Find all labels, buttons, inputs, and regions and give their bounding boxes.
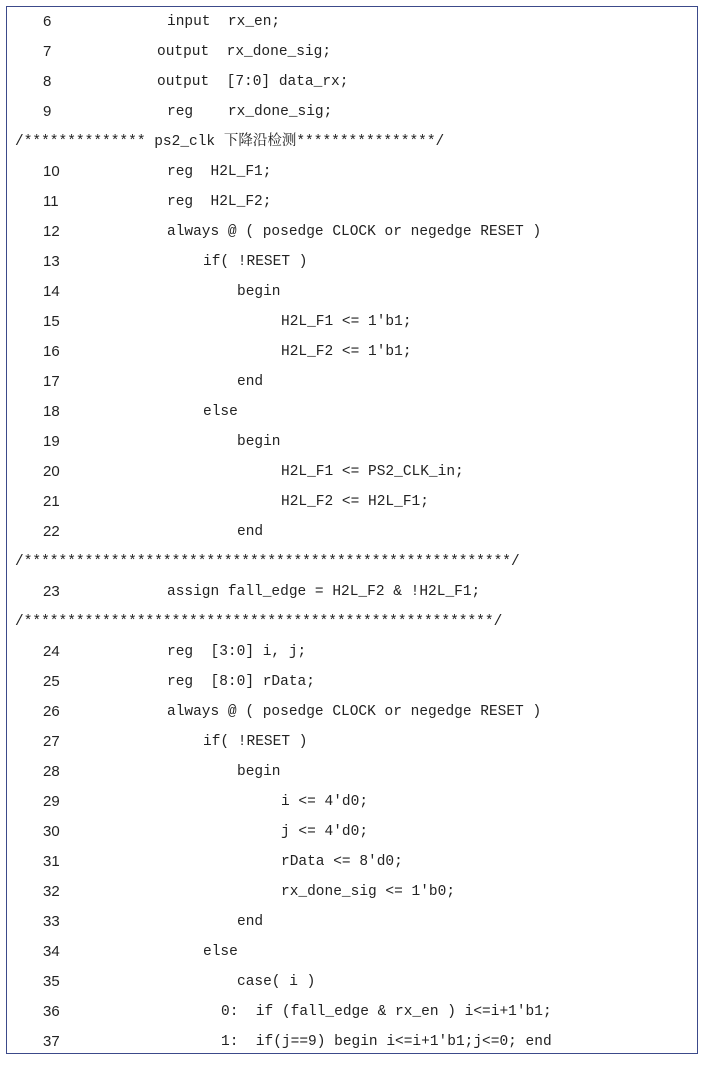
code-text: 1: if(j==9) begin i<=i+1'b1;j<=0; end [221,1034,552,1050]
code-text: rData <= 8'd0; [281,854,403,870]
code-text: begin [237,284,281,300]
code-text: always @ ( posedge CLOCK or negedge RESET ) [167,704,542,720]
code-text: else [203,944,238,960]
code-text: i <= 4'd0; [281,794,369,810]
line-number: 31 [43,853,60,870]
code-listing-frame [6,6,698,1054]
comment-text: /********************************************************/ [15,554,520,570]
line-number: 21 [43,493,60,510]
line-number: 36 [43,1003,60,1020]
line-number: 27 [43,733,60,750]
line-number: 30 [43,823,60,840]
code-text: reg [8:0] rData; [167,674,315,690]
line-number: 10 [43,163,60,180]
line-number: 25 [43,673,60,690]
code-text: else [203,404,238,420]
line-number: 28 [43,763,60,780]
code-text: output [7:0] data_rx; [157,74,349,90]
line-number: 23 [43,583,60,600]
code-text: j <= 4'd0; [281,824,369,840]
code-text: case( i ) [237,974,316,990]
line-number: 16 [43,343,60,360]
code-text: H2L_F1 <= PS2_CLK_in; [281,464,464,480]
code-text: reg rx_done_sig; [167,104,333,120]
line-number: 20 [43,463,60,480]
line-number: 7 [43,43,52,60]
line-number: 11 [43,193,59,210]
line-number: 13 [43,253,60,270]
line-number: 17 [43,373,60,390]
comment-text: /************** ps2_clk 下降沿检测****************/ [15,134,445,150]
code-text: if( !RESET ) [203,254,308,270]
line-number: 29 [43,793,60,810]
code-text: H2L_F2 <= H2L_F1; [281,494,429,510]
code-text: reg H2L_F1; [167,164,272,180]
code-text: rx_done_sig <= 1'b0; [281,884,456,900]
line-number: 8 [43,73,52,90]
line-number: 22 [43,523,60,540]
line-number: 33 [43,913,60,930]
code-text: assign fall_edge = H2L_F2 & !H2L_F1; [167,584,481,600]
code-text: reg H2L_F2; [167,194,272,210]
code-text: output rx_done_sig; [157,44,332,60]
code-text: always @ ( posedge CLOCK or negedge RESET ) [167,224,542,240]
code-text: begin [237,764,281,780]
line-number: 18 [43,403,60,420]
line-number: 19 [43,433,60,450]
line-number: 35 [43,973,60,990]
line-number: 15 [43,313,60,330]
code-text: input rx_en; [167,14,281,30]
line-number: 9 [43,103,52,120]
code-text: begin [237,434,281,450]
code-text: end [237,524,264,540]
line-number: 34 [43,943,60,960]
code-text: end [237,374,264,390]
line-number: 32 [43,883,60,900]
code-text: 0: if (fall_edge & rx_en ) i<=i+1'b1; [221,1004,552,1020]
line-number: 14 [43,283,60,300]
code-text: H2L_F2 <= 1'b1; [281,344,412,360]
line-number: 6 [43,13,52,30]
line-number: 26 [43,703,60,720]
code-text: if( !RESET ) [203,734,308,750]
code-text: end [237,914,264,930]
comment-text: /******************************************************/ [15,614,503,630]
code-text: reg [3:0] i, j; [167,644,307,660]
line-number: 24 [43,643,60,660]
line-number: 12 [43,223,60,240]
code-text: H2L_F1 <= 1'b1; [281,314,412,330]
line-number: 37 [43,1033,60,1050]
